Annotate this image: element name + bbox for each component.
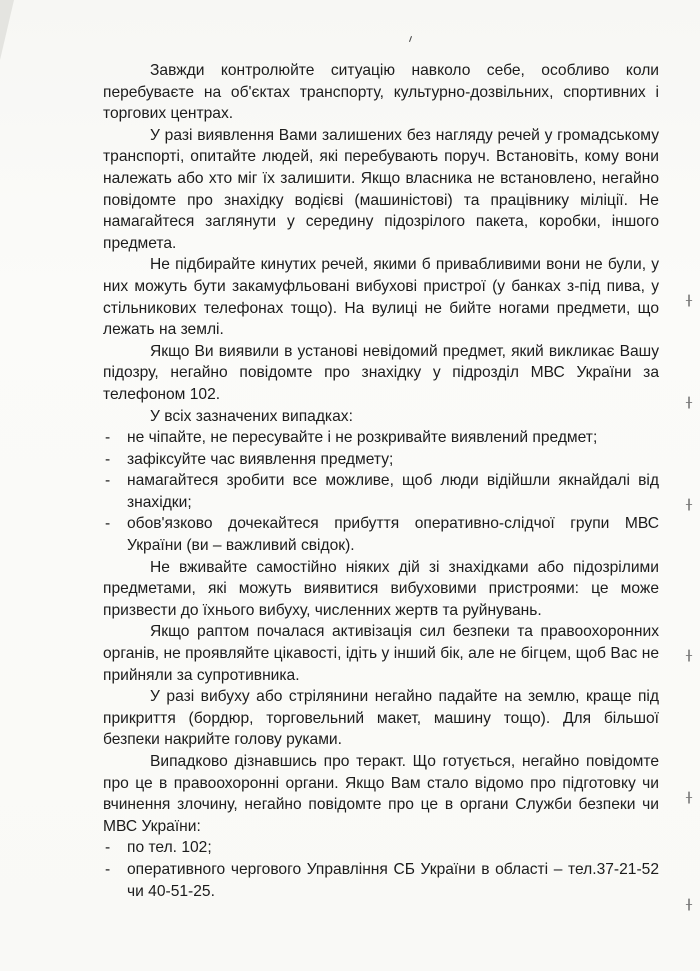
staple-mark: ╂	[686, 793, 693, 804]
document-body	[103, 60, 659, 902]
list-item: - зафіксуйте час виявлення предмету;	[103, 449, 659, 471]
paragraph: Якщо Ви виявили в установі невідомий предмет, який викликає Вашу підозру, негайно повідомте про знахідку у підрозділ МВС України за телефоном 102.	[103, 342, 659, 403]
paragraph: У всіх зазначених випадках:	[150, 407, 353, 425]
list-item: - оперативного чергового Управління СБ України в області – тел.37-21-52 чи 40-51-25.	[103, 859, 659, 902]
cases-list	[103, 427, 659, 557]
pen-mark	[409, 36, 412, 42]
list-item: - намагайтеся зробити все можливе, щоб люди відійшли якнайдалі від знахідки;	[103, 470, 659, 513]
paragraph: Не підбирайте кинутих речей, якими б привабливими вони не були, у них можуть бути закамуфльовані вибухові пристрої (у банках з-під пива, у стільникових телефонах тощо). На вулиці не бийте ногами предмети, що лежать на землі.	[103, 256, 659, 339]
list-item: - не чіпайте, не пересувайте і не розкривайте виявлений предмет;	[103, 427, 659, 449]
paragraph: У разі вибуху або стрілянини негайно падайте на землю, краще під прикриття (бордюр, торговельний макет, машину тощо). Для більшої безпеки накрийте голову руками.	[103, 688, 659, 749]
list-item: - обов'язково дочекайтеся прибуття оперативно-слідчої групи МВС України (ви – важливий свідок).	[103, 513, 659, 556]
staple-mark: ╂	[686, 900, 693, 911]
staple-mark: ╂	[686, 296, 693, 307]
staple-mark: ╂	[686, 398, 693, 409]
paragraph: У разі виявлення Вами залишених без нагляду речей у громадському транспорті, опитайте людей, які перебувають поруч. Встановіть, кому вони належать або хто міг їх залишити. Якщо власника не встановлено, негайно повідомте про знахідку водієві (машиністові) та працівнику міліції. Не намагайтеся заглянути у середину підозрілого пакета, коробки, іншого предмета.	[103, 126, 659, 252]
paragraph: Не вживайте самостійно ніяких дій зі знахідками або підозрілими предметами, які можуть виявитися вибуховими пристроями: це може призвести до їхнього вибуху, численних жертв та руйнувань.	[103, 558, 659, 619]
staple-mark: ╂	[686, 500, 693, 511]
page-corner-fold	[0, 0, 14, 60]
paragraph: Завжди контролюйте ситуацію навколо себе, особливо коли перебуваєте на об'єктах транспорту, культурно-дозвільних, спортивних і торгових центрах.	[103, 62, 659, 123]
paragraph: Випадково дізнавшись про теракт. Що готується, негайно повідомте про це в правоохоронні органи. Якщо Вам стало відомо про підготовку чи вчинення злочину, негайно повідомте про це в органи Служби безпеки чи МВС України:	[103, 753, 659, 835]
staple-mark: ╂	[686, 651, 693, 662]
paragraph: Якщо раптом почалася активізація сил безпеки та правоохоронних органів, не проявляйте цікавості, ідіть у інший бік, але не бігцем, щоб Вас не прийняли за супротивника.	[103, 623, 659, 684]
list-item: - по тел. 102;	[103, 837, 659, 859]
contacts-list	[103, 837, 659, 902]
